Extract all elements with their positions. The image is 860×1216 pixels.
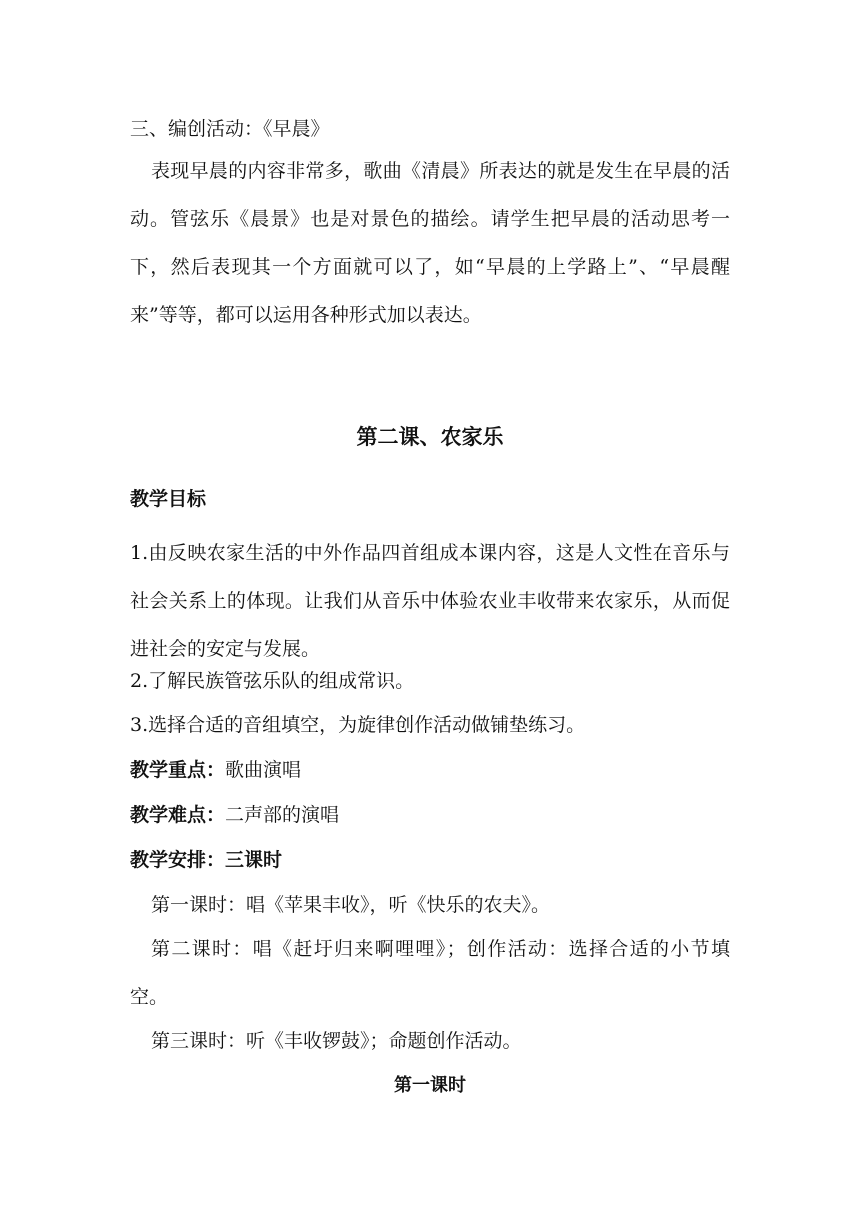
lesson-title: 第二课、农家乐 bbox=[356, 425, 504, 449]
schedule-label: 教学安排：三课时 bbox=[130, 849, 283, 871]
goals-heading: 教学目标 bbox=[130, 488, 207, 510]
difficulty-value: 二声部的演唱 bbox=[225, 804, 340, 826]
section-paragraph: 表现早晨的内容非常多，歌曲《清晨》所表达的就是发生在早晨的活动。管弦乐《晨景》也是对景色的描绘。请学生把早晨的活动思考一下，然后表现其一个方面就可以了，如“早晨的上学路上”、“早晨醒来”等等，都可以运用各种形式加以表达。 bbox=[130, 160, 730, 326]
key-point-value: 歌曲演唱 bbox=[225, 759, 302, 781]
period-1: 第一课时：唱《苹果丰收》，听《快乐的农夫》。 bbox=[151, 894, 551, 916]
section-heading: 三、编创活动：《早晨》 bbox=[130, 118, 330, 140]
key-point-label: 教学重点： bbox=[130, 759, 226, 781]
goal-item-1: 1.由反映农家生活的中外作品四首组成本课内容，这是人文性在音乐与社会关系上的体现。让我们从音乐中体验农业丰收带来农家乐，从而促进社会的安定与发展。 bbox=[130, 542, 730, 660]
difficulty-label: 教学难点： bbox=[130, 804, 226, 826]
first-period-heading: 第一课时 bbox=[394, 1075, 466, 1096]
difficulty-point bbox=[130, 803, 339, 827]
period-3: 第三课时：听《丰收锣鼓》；命题创作活动。 bbox=[151, 1030, 522, 1052]
period-2: 第二课时：唱《赶圩归来啊哩哩》；创作活动：选择合适的小节填空。 bbox=[130, 938, 730, 1008]
goal-item-3: 3.选择合适的音组填空，为旋律创作活动做铺垫练习。 bbox=[130, 714, 586, 736]
goal-item-2: 2.了解民族管弦乐队的组成常识。 bbox=[130, 670, 415, 692]
key-point bbox=[130, 758, 301, 782]
